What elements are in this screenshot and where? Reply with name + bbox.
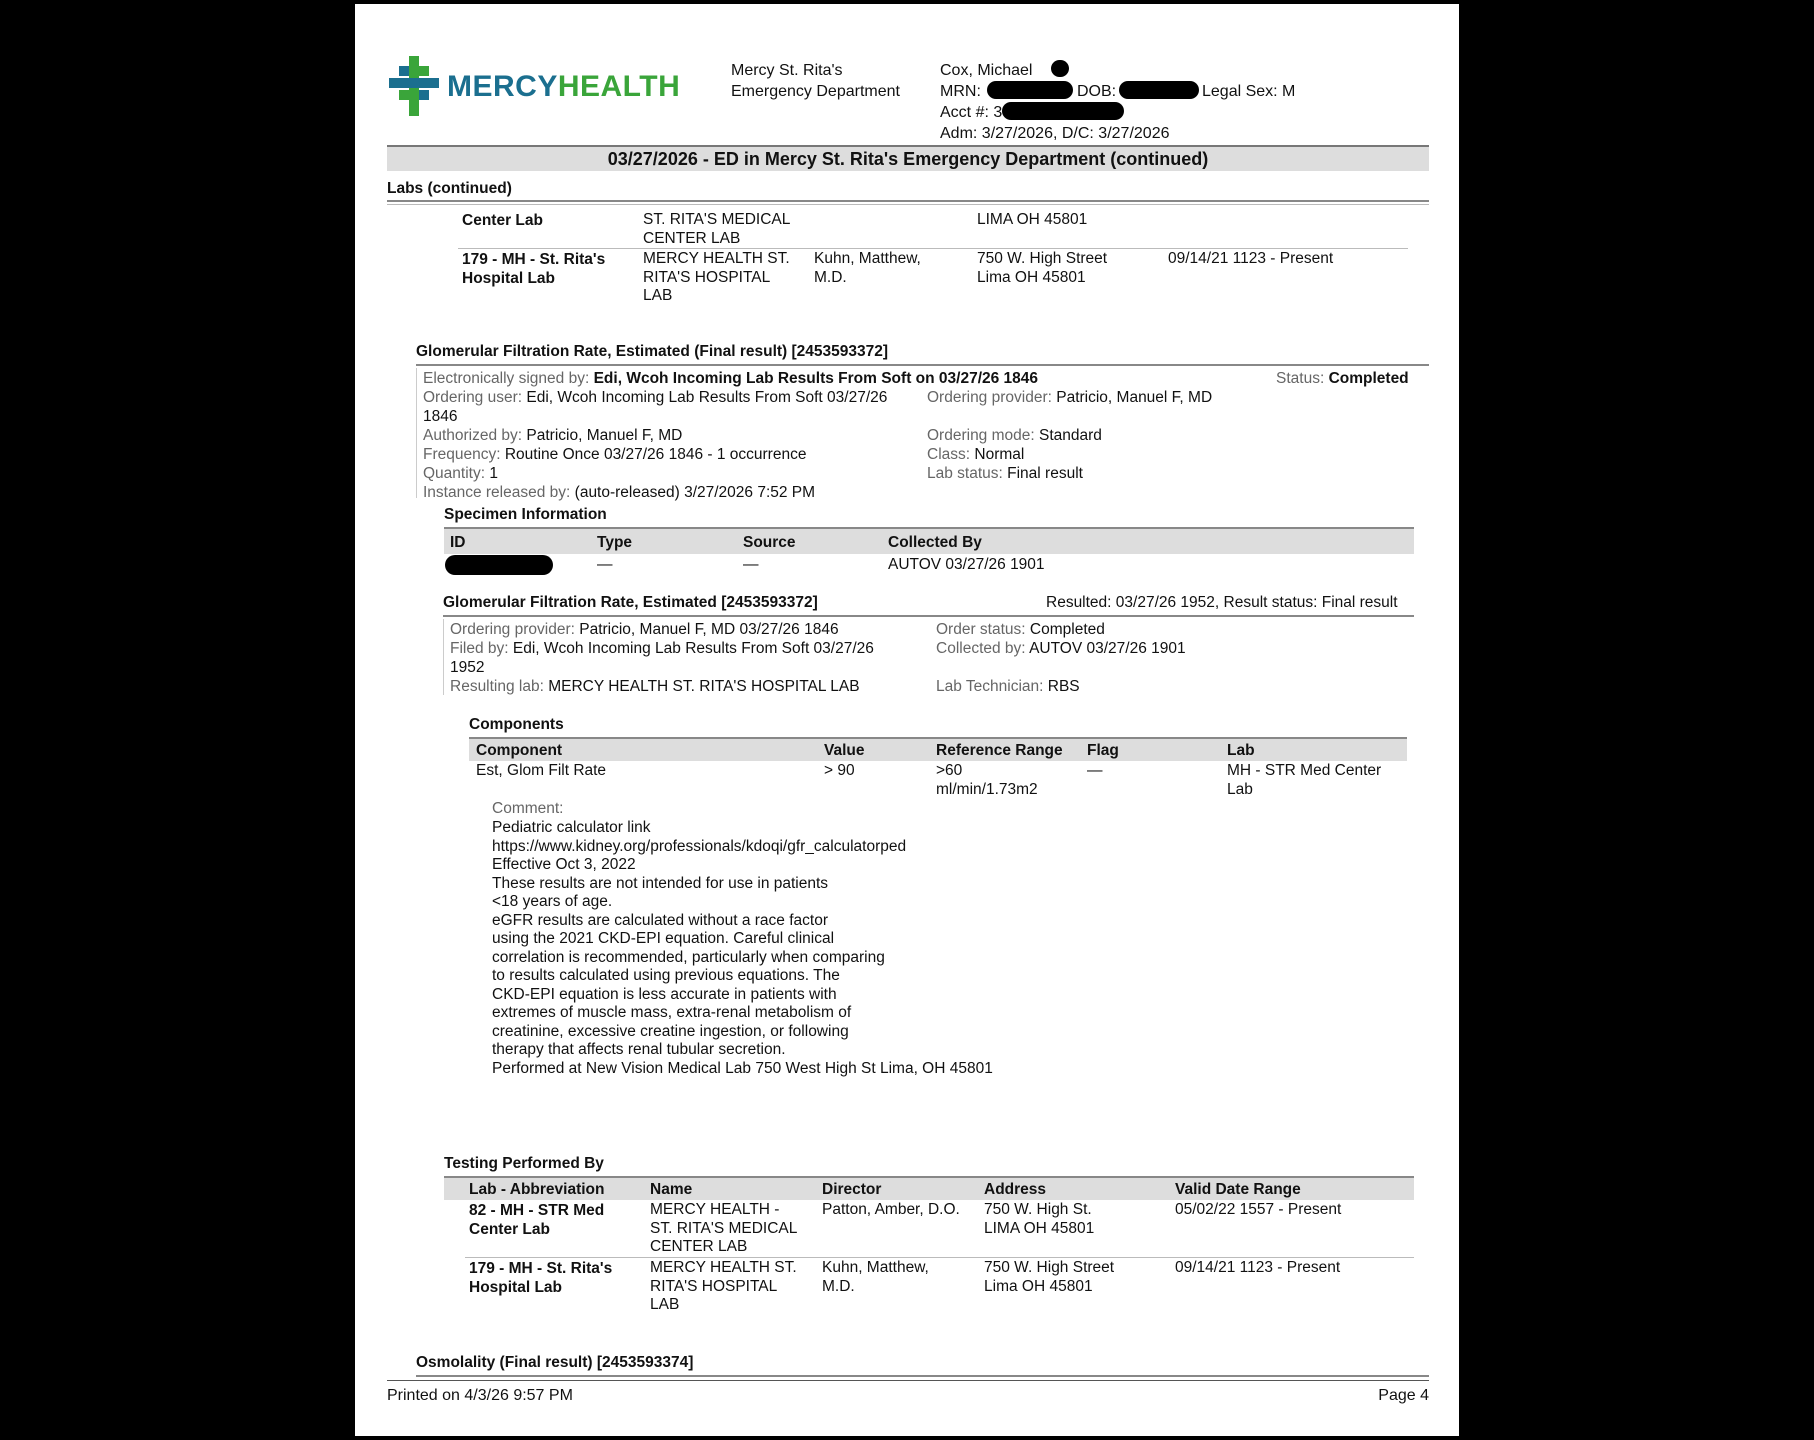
specimen-source: — bbox=[743, 556, 759, 573]
result-ordering-provider: Ordering provider: Patricio, Manuel F, MD 03/27/26 1846 bbox=[450, 621, 839, 638]
result-order-status: Order status: Completed bbox=[936, 621, 1105, 638]
redaction bbox=[987, 81, 1073, 99]
testing-name: MERCY HEALTH - ST. RITA'S MEDICAL CENTER LAB bbox=[650, 1201, 798, 1255]
col-collected-by: Collected By bbox=[888, 534, 982, 551]
testing-range: 09/14/21 1123 - Present bbox=[1175, 1259, 1341, 1276]
col-lab: Lab bbox=[1227, 742, 1255, 759]
col-type: Type bbox=[597, 534, 633, 551]
redaction bbox=[1002, 102, 1124, 120]
authorized-by: Authorized by: Patricio, Manuel F, MD bbox=[423, 427, 683, 444]
testing-abbr: 179 - MH - St. Rita's Hospital Lab bbox=[469, 1260, 613, 1296]
quantity: Quantity: 1 bbox=[423, 465, 498, 482]
testing-heading: Testing Performed By bbox=[444, 1155, 604, 1172]
col-id: ID bbox=[450, 534, 466, 551]
lab-technician: Lab Technician: RBS bbox=[936, 678, 1080, 695]
divider bbox=[458, 248, 1408, 249]
component-value: > 90 bbox=[824, 762, 855, 779]
testing-name: MERCY HEALTH ST. RITA'S HOSPITAL LAB bbox=[650, 1259, 797, 1313]
mrn-label: MRN: bbox=[940, 83, 981, 100]
redaction bbox=[1051, 60, 1069, 77]
printed-on: Printed on 4/3/26 9:57 PM bbox=[387, 1387, 573, 1404]
resulting-lab: Resulting lab: MERCY HEALTH ST. RITA'S HOSPITAL LAB bbox=[450, 678, 860, 695]
col-director: Director bbox=[822, 1181, 882, 1198]
col-valid-date-range: Valid Date Range bbox=[1175, 1181, 1301, 1198]
mercy-health-logo-icon bbox=[387, 54, 441, 118]
gfr-order-title: Glomerular Filtration Rate, Estimated (Final result) [2453593372] bbox=[416, 343, 889, 360]
col-address: Address bbox=[984, 1181, 1047, 1198]
result-collected-by: Collected by: AUTOV 03/27/26 1901 bbox=[936, 640, 1186, 657]
comment-line: These results are not intended for use in patients bbox=[492, 874, 829, 892]
testing-range: 05/02/22 1557 - Present bbox=[1175, 1201, 1342, 1218]
comment-line: Performed at New Vision Medical Lab 750 West High St Lima, OH 45801 bbox=[492, 1059, 993, 1077]
resulted-status: Resulted: 03/27/26 1952, Result status: Final result bbox=[1046, 594, 1398, 611]
osmolality-title: Osmolality (Final result) [2453593374] bbox=[416, 1354, 694, 1371]
comment-line: Effective Oct 3, 2022 bbox=[492, 856, 636, 873]
divider bbox=[416, 364, 1429, 366]
component-name: Est, Glom Filt Rate bbox=[476, 762, 607, 779]
comment-line: <18 years of age. bbox=[492, 893, 613, 910]
admission-dates: Adm: 3/27/2026, D/C: 3/27/2026 bbox=[940, 125, 1170, 142]
brand-wordmark: MERCYHEALTH bbox=[447, 70, 681, 103]
testing-director: Kuhn, Matthew, M.D. bbox=[822, 1259, 929, 1295]
component-lab: MH - STR Med Center Lab bbox=[1227, 762, 1382, 798]
frequency: Frequency: Routine Once 03/27/26 1846 - 1 occurrence bbox=[423, 446, 807, 463]
lab-status: Lab status: Final result bbox=[927, 465, 1083, 482]
acct-label: Acct #: 3 bbox=[940, 104, 1003, 121]
comment-line: creatinine, excessive creatine ingestion, or following bbox=[492, 1022, 849, 1040]
ordering-provider: Ordering provider: Patricio, Manuel F, MD bbox=[927, 389, 1213, 406]
lab-abbr: Center Lab bbox=[462, 212, 543, 229]
facility-line2: Emergency Department bbox=[731, 83, 900, 100]
specimen-type: — bbox=[597, 556, 613, 573]
divider bbox=[465, 1257, 1414, 1258]
divider bbox=[387, 1380, 1429, 1381]
divider bbox=[443, 619, 444, 695]
col-component: Component bbox=[476, 742, 563, 759]
col-name: Name bbox=[650, 1181, 693, 1198]
col-reference-range: Reference Range bbox=[936, 742, 1063, 759]
divider bbox=[416, 1375, 1429, 1377]
components-heading: Components bbox=[469, 716, 564, 733]
col-flag: Flag bbox=[1087, 742, 1119, 759]
component-flag: — bbox=[1087, 762, 1103, 779]
col-lab-abbreviation: Lab - Abbreviation bbox=[469, 1181, 605, 1198]
ordering-user-cont: 1846 bbox=[423, 408, 458, 425]
component-range: >60 ml/min/1.73m2 bbox=[936, 762, 1038, 798]
class: Class: Normal bbox=[927, 446, 1025, 463]
specimen-collected: AUTOV 03/27/26 1901 bbox=[888, 556, 1045, 573]
lab-address: LIMA OH 45801 bbox=[977, 211, 1088, 228]
comment-line: Pediatric calculator link bbox=[492, 819, 651, 836]
comment-label: Comment: bbox=[492, 800, 564, 817]
lab-director: Kuhn, Matthew, M.D. bbox=[814, 250, 921, 286]
divider bbox=[387, 204, 1429, 205]
specimen-heading: Specimen Information bbox=[444, 506, 607, 523]
page-number: Page 4 bbox=[1378, 1387, 1429, 1404]
comment-line: using the 2021 CKD-EPI equation. Careful clinical bbox=[492, 930, 835, 947]
lab-abbr: 179 - MH - St. Rita's Hospital Lab bbox=[462, 251, 606, 287]
dob-label: DOB: bbox=[1077, 83, 1117, 100]
testing-address: 750 W. High St. LIMA OH 45801 bbox=[984, 1201, 1095, 1237]
lab-name: ST. RITA'S MEDICAL CENTER LAB bbox=[643, 211, 791, 247]
labs-heading: Labs (continued) bbox=[387, 180, 512, 197]
divider bbox=[387, 200, 1429, 202]
comment-text bbox=[492, 819, 993, 1078]
comment-line: extremes of muscle mass, extra-renal metabolism of bbox=[492, 1004, 852, 1021]
lab-address: 750 W. High Street Lima OH 45801 bbox=[977, 250, 1108, 286]
testing-address: 750 W. High Street Lima OH 45801 bbox=[984, 1259, 1115, 1295]
instance-released: Instance released by: (auto-released) 3/27/2026 7:52 PM bbox=[423, 484, 816, 501]
comment-line: to results calculated using previous equations. The bbox=[492, 967, 840, 984]
order-status: Status: Completed bbox=[1276, 370, 1409, 387]
ordering-mode: Ordering mode: Standard bbox=[927, 427, 1102, 444]
facility-line1: Mercy St. Rita's bbox=[731, 62, 843, 79]
divider bbox=[443, 615, 1414, 617]
patient-name: Cox, Michael bbox=[940, 62, 1033, 79]
redaction bbox=[1119, 81, 1199, 99]
ordering-user: Ordering user: Edi, Wcoh Incoming Lab Results From Soft 03/27/26 bbox=[423, 389, 888, 406]
filed-by: Filed by: Edi, Wcoh Incoming Lab Results From Soft 03/27/26 bbox=[450, 640, 874, 657]
comment-line: correlation is recommended, particularly when comparing bbox=[492, 948, 885, 966]
col-source: Source bbox=[743, 534, 796, 551]
lab-name: MERCY HEALTH ST. RITA'S HOSPITAL LAB bbox=[643, 250, 790, 304]
legal-sex: Legal Sex: M bbox=[1202, 83, 1296, 100]
divider bbox=[416, 368, 417, 498]
testing-director: Patton, Amber, D.O. bbox=[822, 1201, 960, 1218]
comment-line: therapy that affects renal tubular secretion. bbox=[492, 1041, 786, 1058]
signed-by: Electronically signed by: Edi, Wcoh Incoming Lab Results From Soft on 03/27/26 1846 bbox=[423, 370, 1039, 387]
encounter-banner: 03/27/2026 - ED in Mercy St. Rita's Emergency Department (continued) bbox=[387, 145, 1429, 171]
redaction bbox=[445, 555, 553, 575]
document-page bbox=[355, 4, 1459, 1436]
comment-line: CKD-EPI equation is less accurate in patients with bbox=[492, 985, 837, 1003]
filed-by-cont: 1952 bbox=[450, 659, 485, 676]
lab-valid-range: 09/14/21 1123 - Present bbox=[1168, 250, 1334, 267]
result-title: Glomerular Filtration Rate, Estimated [2453593372] bbox=[443, 594, 818, 611]
testing-abbr: 82 - MH - STR Med Center Lab bbox=[469, 1202, 605, 1238]
comment-line: https://www.kidney.org/professionals/kdoqi/gfr_calculatorped bbox=[492, 837, 907, 855]
comment-line: eGFR results are calculated without a race factor bbox=[492, 911, 828, 929]
col-value: Value bbox=[824, 742, 865, 759]
